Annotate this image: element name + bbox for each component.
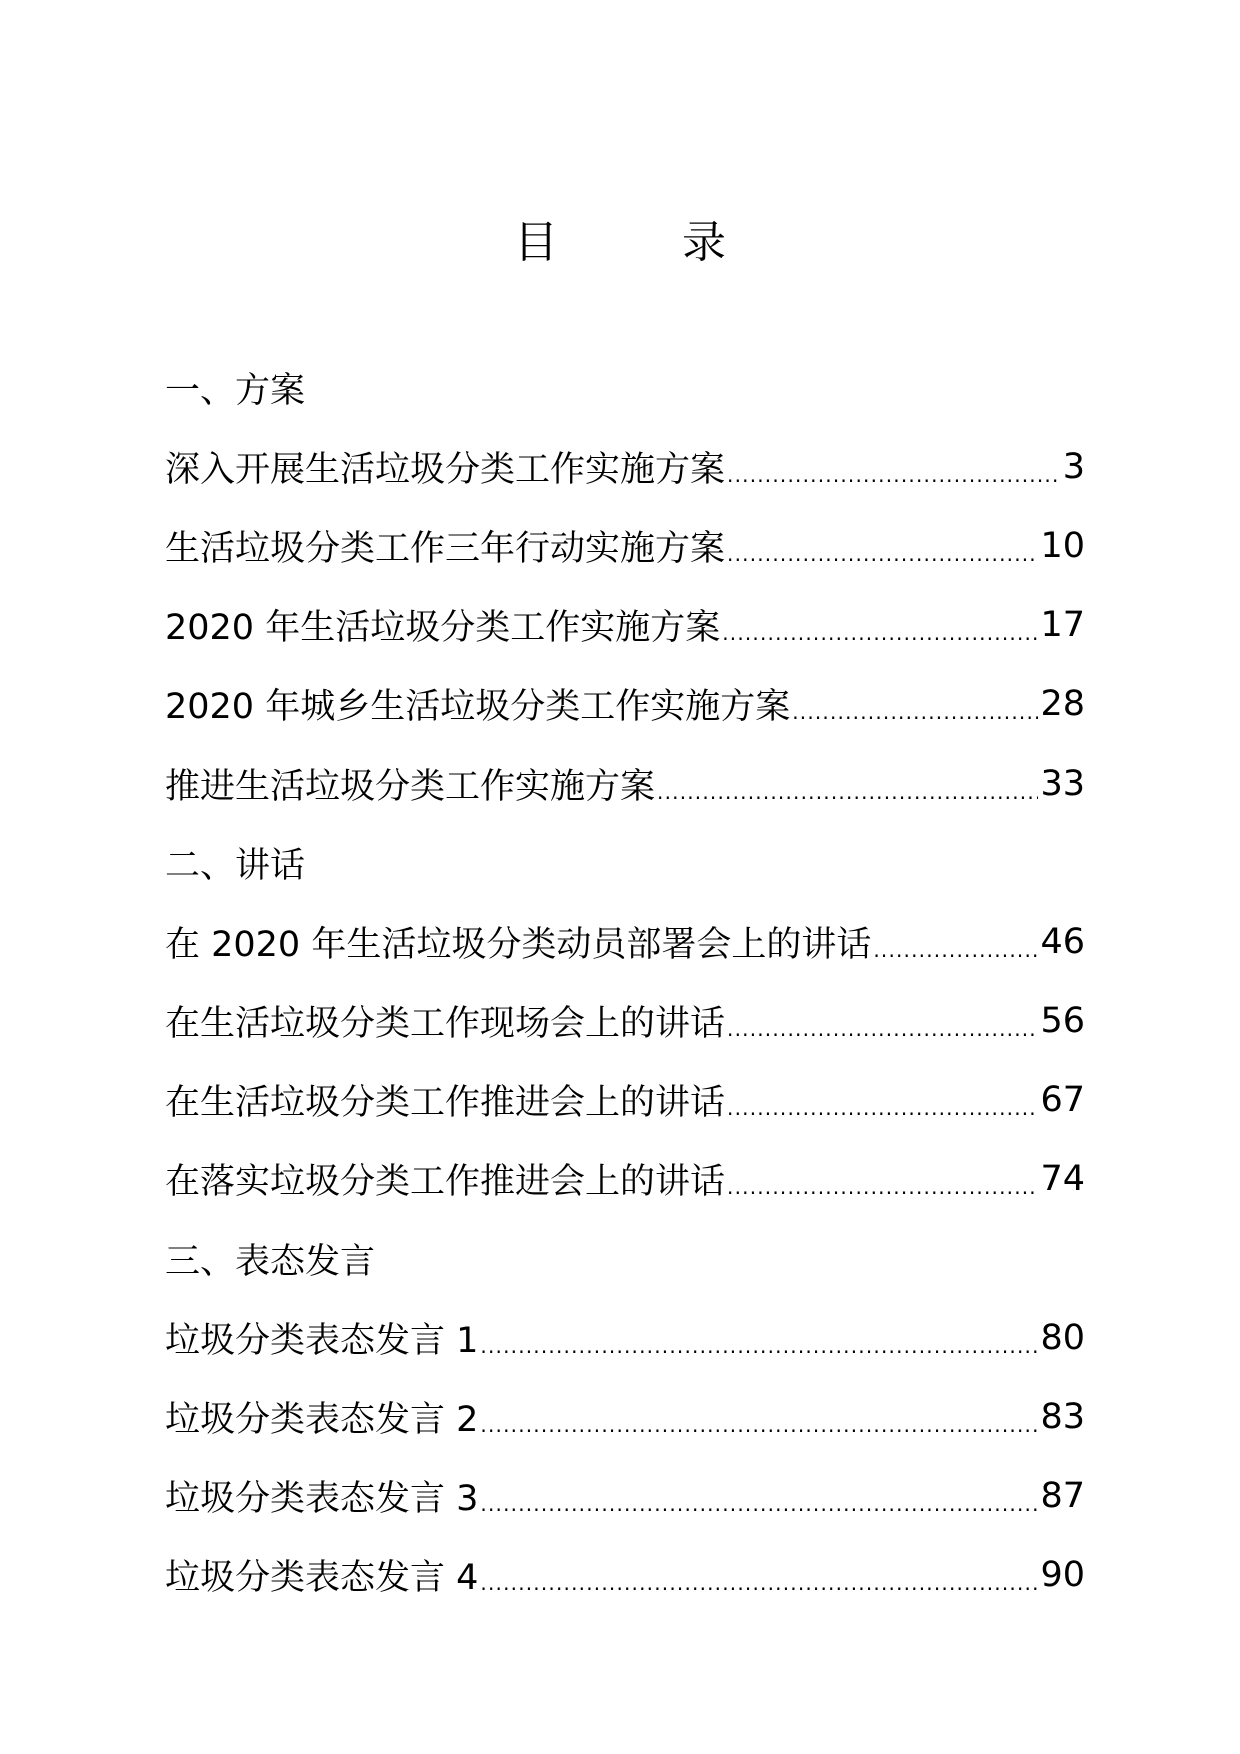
section-heading-text: 二、讲话 <box>165 845 306 886</box>
toc-entry-label: 2020 年生活垃圾分类工作实施方案 <box>165 608 721 649</box>
toc-entry[interactable] <box>165 427 1085 506</box>
toc-section-heading <box>165 348 1085 427</box>
toc-entry[interactable] <box>165 744 1085 823</box>
dot-leader <box>727 1078 1038 1122</box>
section-heading-text: 三、表态发言 <box>165 1241 376 1282</box>
dot-leader <box>727 1157 1038 1201</box>
dot-leader <box>727 999 1038 1043</box>
toc-entry-page: 80 <box>1040 1317 1085 1358</box>
toc-entry[interactable] <box>165 1061 1085 1140</box>
toc-title: 目 录 <box>514 217 766 268</box>
dot-leader <box>792 682 1038 726</box>
toc-entry-page: 67 <box>1040 1080 1085 1121</box>
toc-entry-label: 深入开展生活垃圾分类工作实施方案 <box>165 449 726 490</box>
toc-entry-page: 28 <box>1040 684 1085 725</box>
toc-entry-label: 在落实垃圾分类工作推进会上的讲话 <box>165 1162 726 1203</box>
toc-entry-label: 推进生活垃圾分类工作实施方案 <box>165 766 656 807</box>
toc-entry[interactable] <box>165 1457 1085 1536</box>
toc-entry[interactable] <box>165 506 1085 585</box>
toc-entry[interactable] <box>165 1377 1085 1456</box>
toc-entry[interactable] <box>165 1536 1085 1615</box>
dot-leader <box>657 762 1038 806</box>
toc-entry-label: 2020 年城乡生活垃圾分类工作实施方案 <box>165 687 791 728</box>
toc-entry-label: 垃圾分类表态发言 1 <box>165 1320 479 1361</box>
dot-leader <box>480 1395 1038 1439</box>
toc-entry-page: 56 <box>1040 1001 1085 1042</box>
toc-section-heading <box>165 823 1085 902</box>
toc-entry[interactable] <box>165 902 1085 981</box>
dot-leader <box>480 1474 1038 1518</box>
toc-entry-page: 90 <box>1040 1555 1085 1596</box>
toc-entry-label: 垃圾分类表态发言 3 <box>165 1479 479 1520</box>
toc-entry-page: 3 <box>1062 446 1085 487</box>
toc-entry-page: 17 <box>1040 605 1085 646</box>
toc-entry[interactable] <box>165 1298 1085 1377</box>
toc-entry-label: 在生活垃圾分类工作现场会上的讲话 <box>165 1004 726 1045</box>
toc-entry-label: 垃圾分类表态发言 2 <box>165 1400 479 1441</box>
toc-entry-page: 74 <box>1040 1159 1085 1200</box>
table-of-contents <box>165 348 1085 1615</box>
dot-leader <box>727 524 1038 568</box>
dot-leader <box>873 920 1038 964</box>
toc-entry-page: 33 <box>1040 763 1085 804</box>
toc-entry-label: 在 2020 年生活垃圾分类动员部署会上的讲话 <box>165 924 872 965</box>
toc-entry[interactable] <box>165 586 1085 665</box>
toc-entry-page: 46 <box>1040 921 1085 962</box>
section-heading-text: 一、方案 <box>165 370 306 411</box>
dot-leader <box>722 603 1038 647</box>
toc-entry-label: 生活垃圾分类工作三年行动实施方案 <box>165 528 726 569</box>
toc-entry[interactable] <box>165 982 1085 1061</box>
dot-leader <box>480 1316 1038 1360</box>
toc-entry[interactable] <box>165 1140 1085 1219</box>
dot-leader <box>727 445 1061 489</box>
toc-section-heading <box>165 1219 1085 1298</box>
toc-entry-page: 83 <box>1040 1397 1085 1438</box>
toc-entry-page: 87 <box>1040 1476 1085 1517</box>
dot-leader <box>480 1553 1038 1597</box>
toc-entry-label: 垃圾分类表态发言 4 <box>165 1558 479 1599</box>
toc-entry[interactable] <box>165 665 1085 744</box>
toc-entry-label: 在生活垃圾分类工作推进会上的讲话 <box>165 1083 726 1124</box>
toc-entry-page: 10 <box>1040 525 1085 566</box>
